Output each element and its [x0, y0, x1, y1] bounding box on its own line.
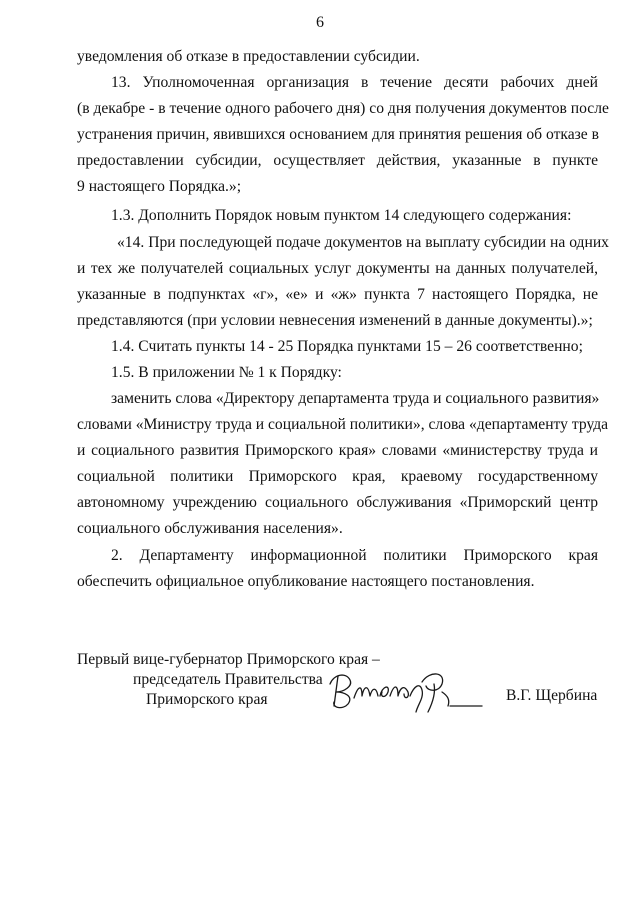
- signer-name: В.Г. Щербина: [506, 687, 598, 704]
- signer-position-line-3: Приморского края: [146, 691, 268, 708]
- body-line: устранения причин, явившихся основанием для принятия решения об отказе в: [77, 126, 599, 143]
- body-line: уведомления об отказе в предоставлении субсидии.: [77, 48, 420, 65]
- body-line: 9 настоящего Порядка.»;: [77, 178, 242, 195]
- body-line: и тех же получателей социальных услуг документы на данных получателей,: [77, 260, 598, 277]
- signer-position-line-1: Первый вице-губернатор Приморского края –: [77, 651, 380, 668]
- body-line: 1.3. Дополнить Порядок новым пунктом 14 следующего содержания:: [111, 207, 572, 224]
- body-line: 13. Уполномоченная организация в течение десяти рабочих дней: [111, 74, 598, 91]
- page-number: 6: [316, 14, 324, 31]
- body-line: 1.4. Считать пункты 14 - 25 Порядка пунктами 15 – 26 соответственно;: [111, 338, 583, 355]
- body-line: словами «Министру труда и социальной политики», слова «департаменту труда: [77, 416, 609, 433]
- body-line: предоставлении субсидии, осуществляет действия, указанные в пункте: [77, 152, 598, 169]
- body-line: «14. При последующей подаче документов на выплату субсидии на одних: [117, 234, 609, 251]
- signer-position-line-2: председатель Правительства: [133, 671, 323, 688]
- body-line: заменить слова «Директору департамента труда и социального развития»: [111, 390, 600, 407]
- body-line: 2. Департаменту информационной политики Приморского края: [111, 547, 598, 564]
- body-line: представляются (при условии невнесения изменений в данные документы).»;: [77, 312, 593, 329]
- body-line: автономному учреждению социального обслуживания «Приморский центр: [77, 494, 598, 511]
- body-line: социальной политики Приморского края, краевому государственному: [77, 468, 598, 485]
- handwritten-signature: [324, 662, 484, 718]
- body-line: обеспечить официальное опубликование настоящего постановления.: [77, 573, 535, 590]
- body-line: указанные в подпунктах «г», «е» и «ж» пункта 7 настоящего Порядка, не: [77, 286, 598, 303]
- body-line: (в декабре - в течение одного рабочего дня) со дня получения документов после: [77, 100, 609, 117]
- body-line: и социального развития Приморского края» словами «министерству труда и: [77, 442, 598, 459]
- body-line: 1.5. В приложении № 1 к Порядку:: [111, 364, 342, 381]
- body-line: социального обслуживания населения».: [77, 520, 343, 537]
